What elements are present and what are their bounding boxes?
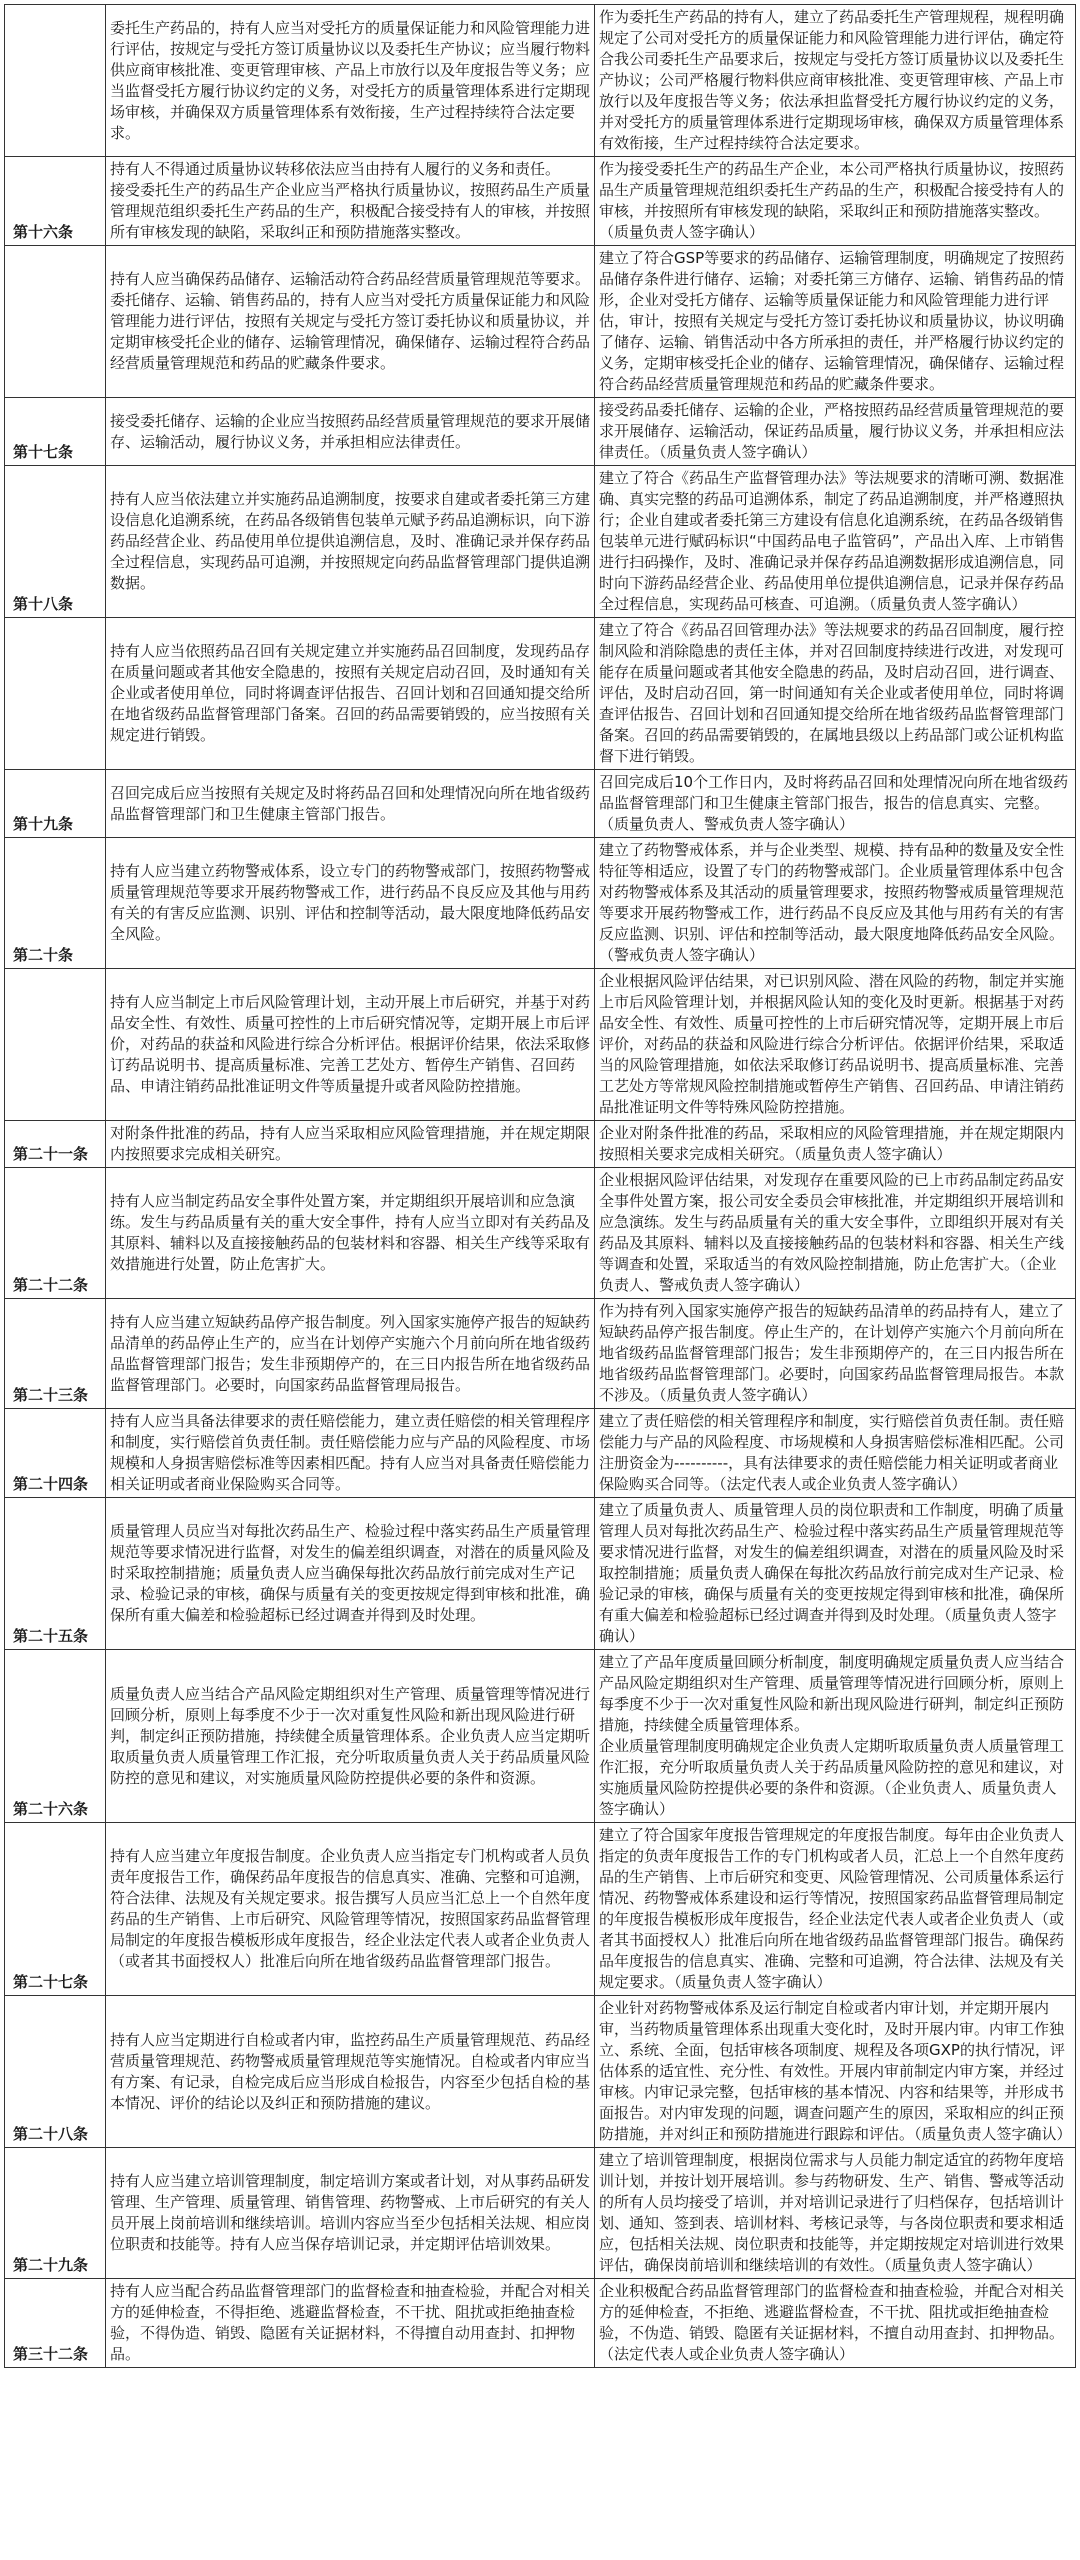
article-cell: 第二十九条 <box>5 2148 106 2279</box>
implementation-cell: 建立了符合《药品召回管理办法》等法规要求的药品召回制度，履行控制风险和消除隐患的责任主体，并对召回制度持续进行改进，对发现可能存在质量问题或者其他安全隐患的药品，及时启动召回，进行调查、评估，及时启动召回，第一时间通知有关企业或者使用单位，同时将调查评估报告、召回计划和召回通知提交给所在地省级药品监督管理部门备案。召回的药品需要销毁的，在属地县级以上药品部门或公证机构监督下进行销毁。 <box>595 618 1076 770</box>
article-cell: 第二十八条 <box>5 1996 106 2148</box>
article-cell: 第十八条 <box>5 466 106 618</box>
article-cell: 第二十二条 <box>5 1168 106 1299</box>
requirement-cell: 持有人应当建立短缺药品停产报告制度。列入国家实施停产报告的短缺药品清单的药品停止生产的，应当在计划停产实施六个月前向所在地省级药品监督管理部门报告；发生非预期停产的，在三日内报告所在地省级药品监督管理部门。必要时，向国家药品监督管理局报告。 <box>106 1299 595 1409</box>
implementation-cell: 建立了符合《药品生产监督管理办法》等法规要求的清晰可溯、数据准确、真实完整的药品可追溯体系，制定了药品追溯制度，并严格遵照执行；企业自建或者委托第三方建设有信息化追溯系统，在药品各级销售包装单元进行赋码标识“中国药品电子监管码”，产品出入库、上市销售进行扫码操作，及时、准确记录并保存药品追溯数据形成追溯信息，同时向下游药品经营企业、药品使用单位提供追溯信息，记录并保存药品全过程信息，实现药品可核查、可追溯。（质量负责人签字确认） <box>595 466 1076 618</box>
implementation-cell: 企业根据风险评估结果，对已识别风险、潜在风险的药物，制定并实施上市后风险管理计划，并根据风险认知的变化及时更新。根据基于对药品安全性、有效性、质量可控性的上市后研究情况等，定期开展上市后评价，对药品的获益和风险进行综合分析评估。依据评价结果，采取适当的风险管理措施，如依法采取修订药品说明书、提高质量标准、完善工艺处方等常规风险控制措施或暂停生产销售、召回药品、申请注销药品批准证明文件等特殊风险防控措施。 <box>595 969 1076 1121</box>
article-cell: 第十九条 <box>5 770 106 838</box>
requirement-cell: 持有人应当确保药品储存、运输活动符合药品经营质量管理规范等要求。委托储存、运输、销售药品的，持有人应当对受托方质量保证能力和风险管理能力进行评估，按照有关规定与受托方签订委托协议和质量协议，并定期审核受托企业的储存、运输管理情况，确保储存、运输过程符合药品经营质量管理规范和药品的贮藏条件要求。 <box>106 246 595 398</box>
table-row <box>5 466 1076 618</box>
requirement-cell: 接受委托储存、运输的企业应当按照药品经营质量管理规范的要求开展储存、运输活动，履行协议义务，并承担相应法律责任。 <box>106 398 595 466</box>
table-row <box>5 1121 1076 1168</box>
table-body <box>5 5 1076 2368</box>
table-row <box>5 398 1076 466</box>
compliance-table <box>4 4 1076 2368</box>
implementation-cell: 企业针对药物警戒体系及运行制定自检或者内审计划，并定期开展内审，当药物质量管理体系出现重大变化时，及时开展内审。内审工作独立、系统、全面，包括审核各项制度、规程及各项GXP的执行情况，评估体系的适宜性、充分性、有效性。开展内审前制定内审方案，并经过审核。内审记录完整，包括审核的基本情况、内容和结果等，并形成书面报告。对内审发现的问题，调查问题产生的原因，采取相应的纠正预防措施，并对纠正和预防措施进行跟踪和评估。（质量负责人签字确认） <box>595 1996 1076 2148</box>
requirement-cell: 持有人应当定期进行自检或者内审，监控药品生产质量管理规范、药品经营质量管理规范、药物警戒质量管理规范等实施情况。自检或者内审应当有方案、有记录，自检完成后应当形成自检报告，内容至少包括自检的基本情况、评价的结论以及纠正和预防措施的建议。 <box>106 1996 595 2148</box>
implementation-cell: 建立了药物警戒体系，并与企业类型、规模、持有品种的数量及安全性特征等相适应，设置了专门的药物警戒部门。企业质量管理体系中包含对药物警戒体系及其活动的质量管理要求，按照药物警戒质量管理规范等要求开展药物警戒工作，进行药品不良反应及其他与用药有关的有害反应监测、识别、评估和控制等活动，最大限度地降低药品安全风险。（警戒负责人签字确认） <box>595 838 1076 969</box>
requirement-cell: 持有人应当建立药物警戒体系，设立专门的药物警戒部门，按照药物警戒质量管理规范等要求开展药物警戒工作，进行药品不良反应及其他与用药有关的有害反应监测、识别、评估和控制等活动，最大限度地降低药品安全风险。 <box>106 838 595 969</box>
requirement-cell: 召回完成后应当按照有关规定及时将药品召回和处理情况向所在地省级药品监督管理部门和卫生健康主管部门报告。 <box>106 770 595 838</box>
requirement-cell: 持有人应当建立年度报告制度。企业负责人应当指定专门机构或者人员负责年度报告工作，确保药品年度报告的信息真实、准确、完整和可追溯，符合法律、法规及有关规定要求。报告撰写人员应当汇总上一个自然年度药品的生产销售、上市后研究、风险管理等情况，按照国家药品监督管理局制定的年度报告模板形成年度报告，经企业法定代表人或者企业负责人（或者其书面授权人）批准后向所在地省级药品监督管理部门报告。 <box>106 1823 595 1996</box>
requirement-cell: 对附条件批准的药品，持有人应当采取相应风险管理措施，并在规定期限内按照要求完成相关研究。 <box>106 1121 595 1168</box>
article-cell: 第二十条 <box>5 838 106 969</box>
implementation-cell: 作为持有列入国家实施停产报告的短缺药品清单的药品持有人，建立了短缺药品停产报告制度。停止生产的，在计划停产实施六个月前向所在地省级药品监督管理部门报告；发生非预期停产的，在三日内报告所在地省级药品监督管理部门。必要时，向国家药品监督管理局报告。本款不涉及。（质量负责人签字确认） <box>595 1299 1076 1409</box>
article-cell: 第二十七条 <box>5 1823 106 1996</box>
implementation-cell: 作为委托生产药品的持有人，建立了药品委托生产管理规程，规程明确规定了公司对受托方的质量保证能力和风险管理能力进行评估，确定符合我公司委托生产品要求后，按规定与受托方签订质量协议以及委托生产协议；公司严格履行物料供应商审核批准、变更管理审核、产品上市放行以及年度报告等义务；依法承担监督受托方履行协议约定的义务，并对受托方的质量管理体系进行定期现场审核，确保双方质量管理体系有效衔接，生产过程持续符合法定要求。 <box>595 5 1076 157</box>
table-row <box>5 5 1076 157</box>
requirement-cell: 持有人应当建立培训管理制度，制定培训方案或者计划，对从事药品研发管理、生产管理、质量管理、销售管理、药物警戒、上市后研究的有关人员开展上岗前培训和继续培训。培训内容应当至少包括相关法规、相应岗位职责和技能等。持有人应当保存培训记录，并定期评估培训效果。 <box>106 2148 595 2279</box>
requirement-cell: 质量负责人应当结合产品风险定期组织对生产管理、质量管理等情况进行回顾分析，原则上每季度不少于一次对重复性风险和新出现风险进行研判，制定纠正预防措施，持续健全质量管理体系。企业负责人应当定期听取质量负责人质量管理工作汇报，充分听取质量负责人关于药品质量风险防控的意见和建议，对实施质量风险防控提供必要的条件和资源。 <box>106 1650 595 1823</box>
table-row <box>5 1168 1076 1299</box>
requirement-cell: 持有人不得通过质量协议转移依法应当由持有人履行的义务和责任。 接受委托生产的药品生产企业应当严格执行质量协议，按照药品生产质量管理规范组织委托生产药品的生产，积极配合接受持有人的审核，并按照所有审核发现的缺陷，采取纠正和预防措施落实整改。 <box>106 157 595 246</box>
implementation-cell: 企业根据风险评估结果，对发现存在重要风险的已上市药品制定药品安全事件处置方案，报公司安全委员会审核批准，并定期组织开展培训和应急演练。发生与药品质量有关的重大安全事件，立即组织开展对有关药品及其原料、辅料以及直接接触药品的包装材料和容器、相关生产线等调查和处置，采取适当的有效风险控制措施，防止危害扩大。（企业负责人、警戒负责人签字确认） <box>595 1168 1076 1299</box>
requirement-cell: 持有人应当依照药品召回有关规定建立并实施药品召回制度，发现药品存在质量问题或者其他安全隐患的，按照有关规定启动召回，及时通知有关企业或者使用单位，同时将调查评估报告、召回计划和召回通知提交给所在地省级药品监督管理部门备案。召回的药品需要销毁的，应当按照有关规定进行销毁。 <box>106 618 595 770</box>
article-cell: 第二十五条 <box>5 1498 106 1650</box>
requirement-cell: 持有人应当依法建立并实施药品追溯制度，按要求自建或者委托第三方建设信息化追溯系统，在药品各级销售包装单元赋予药品追溯标识，向下游药品经营企业、药品使用单位提供追溯信息，及时、准确记录并保存药品全过程信息，实现药品可追溯，并按照规定向药品监督管理部门提供追溯数据。 <box>106 466 595 618</box>
article-cell: 第二十六条 <box>5 1650 106 1823</box>
implementation-cell: 建立了质量负责人、质量管理人员的岗位职责和工作制度，明确了质量管理人员对每批次药品生产、检验过程中落实药品生产质量管理规范等要求情况进行监督，对发生的偏差组织调查，对潜在的质量风险及时采取控制措施；质量负责人确保在每批次药品放行前完成对生产记录、检验记录的审核，确保与质量有关的变更按规定得到审核和批准，确保所有重大偏差和检验超标已经过调查并得到及时处理。（质量负责人签字确认） <box>595 1498 1076 1650</box>
table-row <box>5 1823 1076 1996</box>
table-row <box>5 1498 1076 1650</box>
article-cell <box>5 969 106 1121</box>
article-cell: 第二十一条 <box>5 1121 106 1168</box>
table-row <box>5 2279 1076 2368</box>
table-row <box>5 838 1076 969</box>
implementation-cell: 作为接受委托生产的药品生产企业，本公司严格执行质量协议，按照药品生产质量管理规范组织委托生产药品的生产，积极配合接受持有人的审核，并按照所有审核发现的缺陷，采取纠正和预防措施落实整改。（质量负责人签字确认） <box>595 157 1076 246</box>
table-row <box>5 770 1076 838</box>
implementation-cell: 企业对附条件批准的药品，采取相应的风险管理措施，并在规定期限内按照相关要求完成相关研究。（质量负责人签字确认） <box>595 1121 1076 1168</box>
implementation-cell: 建立了符合国家年度报告管理规定的年度报告制度。每年由企业负责人指定的负责年度报告工作的专门机构或者人员，汇总上一个自然年度药品的生产销售、上市后研究和变更、风险管理情况、公司质量体系运行情况、药物警戒体系建设和运行等情况，按照国家药品监督管理局制定的年度报告模板形成年度报告，经企业法定代表人或者企业负责人（或者其书面授权人）批准后向所在地省级药品监督管理部门报告。确保药品年度报告的信息真实、准确、完整和可追溯，符合法律、法规及有关规定要求。（质量负责人签字确认） <box>595 1823 1076 1996</box>
article-cell: 第十七条 <box>5 398 106 466</box>
requirement-cell: 委托生产药品的，持有人应当对受托方的质量保证能力和风险管理能力进行评估，按规定与受托方签订质量协议以及委托生产协议；应当履行物料供应商审核批准、变更管理审核、产品上市放行以及年度报告等义务；应当监督受托方履行协议约定的义务，对受托方的质量管理体系进行定期现场审核，并确保双方质量管理体系有效衔接，生产过程持续符合法定要求。 <box>106 5 595 157</box>
implementation-cell: 召回完成后10个工作日内，及时将药品召回和处理情况向所在地省级药品监督管理部门和卫生健康主管部门报告，报告的信息真实、完整。（质量负责人、警戒负责人签字确认） <box>595 770 1076 838</box>
requirement-cell: 持有人应当配合药品监督管理部门的监督检查和抽查检验，并配合对相关方的延伸检查，不得拒绝、逃避监督检查，不干扰、阻扰或拒绝抽查检验，不得伪造、销毁、隐匿有关证据材料，不得擅自动用查封、扣押物品。 <box>106 2279 595 2368</box>
implementation-cell: 接受药品委托储存、运输的企业，严格按照药品经营质量管理规范的要求开展储存、运输活动，保证药品质量，履行协议义务，并承担相应法律责任。（质量负责人签字确认） <box>595 398 1076 466</box>
table-row <box>5 969 1076 1121</box>
implementation-cell: 建立了培训管理制度，根据岗位需求与人员能力制定适宜的药物年度培训计划，并按计划开展培训。参与药物研发、生产、销售、警戒等活动的所有人员均接受了培训，并对培训记录进行了归档保存，包括培训计划、通知、签到表、培训材料、考核记录等，与各岗位职责和要求相适应，包括相关法规、岗位职责和技能等，并定期按规定对培训进行效果评估，确保岗前培训和继续培训的有效性。（质量负责人签字确认） <box>595 2148 1076 2279</box>
table-row <box>5 1409 1076 1498</box>
table-row <box>5 2148 1076 2279</box>
table-row <box>5 246 1076 398</box>
article-cell: 第十六条 <box>5 157 106 246</box>
article-cell: 第三十二条 <box>5 2279 106 2368</box>
table-row <box>5 1650 1076 1823</box>
requirement-cell: 持有人应当制定上市后风险管理计划，主动开展上市后研究，并基于对药品安全性、有效性、质量可控性的上市后研究情况等，定期开展上市后评价，对药品的获益和风险进行综合分析评估。根据评价结果，依法采取修订药品说明书、提高质量标准、完善工艺处方、暂停生产销售、召回药品、申请注销药品批准证明文件等质量提升或者风险防控措施。 <box>106 969 595 1121</box>
article-cell: 第二十三条 <box>5 1299 106 1409</box>
article-cell <box>5 246 106 398</box>
article-cell <box>5 618 106 770</box>
requirement-cell: 持有人应当制定药品安全事件处置方案，并定期组织开展培训和应急演练。发生与药品质量有关的重大安全事件，持有人应当立即对有关药品及其原料、辅料以及直接接触药品的包装材料和容器、相关生产线等采取有效措施进行处置，防止危害扩大。 <box>106 1168 595 1299</box>
implementation-cell: 建立了责任赔偿的相关管理程序和制度，实行赔偿首负责任制。责任赔偿能力与产品的风险程度、市场规模和人身损害赔偿标准相匹配。公司注册资金为----------，具有法律要求的责任赔偿能力相关证明或者商业保险购买合同等。（法定代表人或企业负责人签字确认） <box>595 1409 1076 1498</box>
table-row <box>5 1299 1076 1409</box>
implementation-cell: 建立了符合GSP等要求的药品储存、运输管理制度，明确规定了按照药品储存条件进行储存、运输；对委托第三方储存、运输、销售药品的情形，企业对受托方储存、运输等质量保证能力和风险管理能力进行评估，审计，按照有关规定与受托方签订委托协议和质量协议，协议明确了储存、运输、销售活动中各方所承担的责任，并严格履行协议约定的义务，定期审核受托企业的储存、运输管理情况，确保储存、运输过程符合药品经营质量管理规范和药品的贮藏条件要求。 <box>595 246 1076 398</box>
table-row <box>5 618 1076 770</box>
implementation-cell: 建立了产品年度质量回顾分析制度，制度明确规定质量负责人应当结合产品风险定期组织对生产管理、质量管理等情况进行回顾分析，原则上每季度不少于一次对重复性风险和新出现风险进行研判，制定纠正预防措施，持续健全质量管理体系。 企业质量管理制度明确规定企业负责人定期听取质量负责人质量管理工作汇报，充分听取质量负责人关于药品质量风险防控的意见和建议，对实施质量风险防控提供必要的条件和资源。（企业负责人、质量负责人签字确认） <box>595 1650 1076 1823</box>
requirement-cell: 质量管理人员应当对每批次药品生产、检验过程中落实药品生产质量管理规范等要求情况进行监督，对发生的偏差组织调查，对潜在的质量风险及时采取控制措施；质量负责人应当确保每批次药品放行前完成对生产记录、检验记录的审核，确保与质量有关的变更按规定得到审核和批准，确保所有重大偏差和检验超标已经过调查并得到及时处理。 <box>106 1498 595 1650</box>
table-row <box>5 1996 1076 2148</box>
table-row <box>5 157 1076 246</box>
requirement-cell: 持有人应当具备法律要求的责任赔偿能力，建立责任赔偿的相关管理程序和制度，实行赔偿首负责任制。责任赔偿能力应与产品的风险程度、市场规模和人身损害赔偿标准等因素相匹配。持有人应当对具备责任赔偿能力相关证明或者商业保险购买合同等。 <box>106 1409 595 1498</box>
article-cell <box>5 5 106 157</box>
implementation-cell: 企业积极配合药品监督管理部门的监督检查和抽查检验，并配合对相关方的延伸检查，不拒绝、逃避监督检查，不干扰、阻扰或拒绝抽查检验，不伪造、销毁、隐匿有关证据材料，不擅自动用查封、扣押物品。（法定代表人或企业负责人签字确认） <box>595 2279 1076 2368</box>
article-cell: 第二十四条 <box>5 1409 106 1498</box>
